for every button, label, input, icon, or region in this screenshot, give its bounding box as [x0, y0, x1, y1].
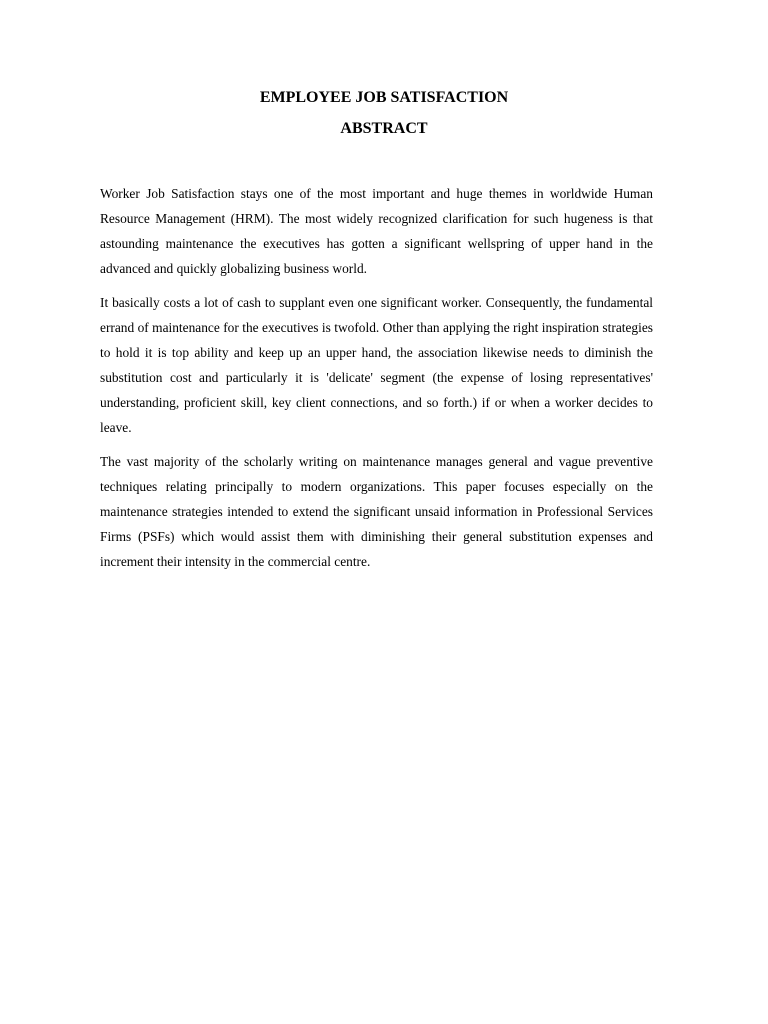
abstract-heading: ABSTRACT	[340, 120, 428, 137]
abstract-body	[100, 181, 653, 583]
paragraph-3: The vast majority of the scholarly writing on maintenance manages general and vague preventive techniques relating principally to modern organizations. This paper focuses especially on the maintenance strategies intended to extend the significant unsaid information in Professional Services Firms (PSFs) which would assist them with diminishing their general substitution expenses and increment their intensity in the commercial centre.	[100, 454, 653, 569]
paragraph-1: Worker Job Satisfaction stays one of the most important and huge themes in worldwide Human Resource Management (HRM). The most widely recognized clarification for such hugeness is that astounding maintenance the executives has gotten a significant wellspring of upper hand in the advanced and quickly globalizing business world.	[100, 186, 653, 276]
paragraph-2: It basically costs a lot of cash to supplant even one significant worker. Consequently, the fundamental errand of maintenance for the executives is twofold. Other than applying the right inspiration strategies to hold it is top ability and keep up an upper hand, the association likewise needs to diminish the substitution cost and particularly it is 'delicate' segment (the expense of losing representatives' understanding, proficient skill, key client connections, and so forth.) if or when a worker decides to leave.	[100, 295, 653, 435]
document-title: EMPLOYEE JOB SATISFACTION	[259, 89, 509, 106]
